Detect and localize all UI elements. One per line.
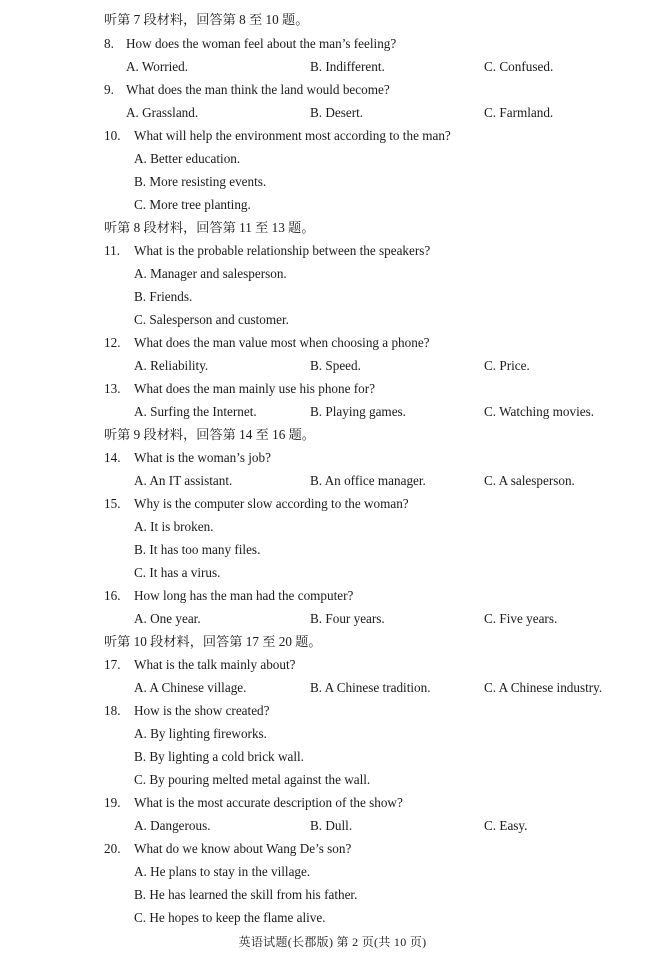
option-20c — [0, 907, 665, 929]
option-b: B. Playing games. — [310, 404, 406, 419]
question-17 — [0, 654, 665, 676]
question-number: 13. — [104, 381, 121, 396]
option-11b — [0, 286, 665, 308]
option-c: C. By pouring melted metal against the wall. — [134, 772, 371, 787]
section-heading-8: 听第 8 段材料，回答第 11 至 13 题。 — [104, 220, 315, 235]
question-text: How long has the man had the computer? — [134, 588, 354, 603]
option-b: B. It has too many files. — [134, 542, 261, 557]
option-c: C. More tree planting. — [134, 197, 251, 212]
option-b: B. Friends. — [134, 289, 193, 304]
option-a: A. Reliability. — [134, 358, 209, 373]
option-20b — [0, 884, 665, 906]
option-c: C. Farmland. — [484, 105, 554, 120]
question-text: What is the woman’s job? — [134, 450, 271, 465]
question-text: What do we know about Wang De’s son? — [134, 841, 352, 856]
option-c: C. It has a virus. — [134, 565, 221, 580]
question-text: What is the most accurate description of the show? — [134, 795, 403, 810]
options-13 — [0, 401, 665, 423]
question-number: 15. — [104, 496, 121, 511]
option-c: C. Confused. — [484, 59, 554, 74]
option-c: C. He hopes to keep the flame alive. — [134, 910, 326, 925]
option-c: C. Salesperson and customer. — [134, 312, 289, 327]
option-b: B. A Chinese tradition. — [310, 680, 431, 695]
page-footer: 英语试题(长郡版) 第 2 页(共 10 页) — [238, 935, 427, 949]
question-19 — [0, 792, 665, 814]
option-b: B. Speed. — [310, 358, 361, 373]
question-text: Why is the computer slow according to the woman? — [134, 496, 409, 511]
options-9 — [0, 102, 665, 124]
option-11a — [0, 263, 665, 285]
question-number: 17. — [104, 657, 121, 672]
question-10 — [0, 125, 665, 147]
option-a: A. An IT assistant. — [134, 473, 233, 488]
question-number: 9. — [104, 82, 114, 97]
options-12 — [0, 355, 665, 377]
option-20a — [0, 861, 665, 883]
question-number: 12. — [104, 335, 121, 350]
option-10b — [0, 171, 665, 193]
question-text: What does the man mainly use his phone for? — [134, 381, 375, 396]
option-b: B. By lighting a cold brick wall. — [134, 749, 304, 764]
option-18a — [0, 723, 665, 745]
options-17 — [0, 677, 665, 699]
option-c: C. A salesperson. — [484, 473, 575, 488]
option-c: C. Easy. — [484, 818, 528, 833]
question-text: What will help the environment most according to the man? — [134, 128, 451, 143]
question-8 — [0, 33, 665, 55]
option-a: A. It is broken. — [134, 519, 214, 534]
option-18b — [0, 746, 665, 768]
option-a: A. Better education. — [134, 151, 241, 166]
option-a: A. By lighting fireworks. — [134, 726, 267, 741]
question-number: 20. — [104, 841, 121, 856]
option-15a — [0, 516, 665, 538]
option-b: B. Four years. — [310, 611, 385, 626]
question-number: 14. — [104, 450, 121, 465]
options-14 — [0, 470, 665, 492]
question-20 — [0, 838, 665, 860]
question-16 — [0, 585, 665, 607]
options-16 — [0, 608, 665, 630]
question-number: 16. — [104, 588, 121, 603]
option-11c — [0, 309, 665, 331]
question-text: What is the probable relationship between the speakers? — [134, 243, 431, 258]
question-number: 11. — [104, 243, 120, 258]
option-a: A. He plans to stay in the village. — [134, 864, 311, 879]
section-heading-9: 听第 9 段材料，回答第 14 至 16 题。 — [104, 427, 315, 442]
question-text: How is the show created? — [134, 703, 270, 718]
option-a: A. Dangerous. — [134, 818, 211, 833]
question-13 — [0, 378, 665, 400]
question-text: How does the woman feel about the man’s feeling? — [126, 36, 397, 51]
question-15 — [0, 493, 665, 515]
question-number: 18. — [104, 703, 121, 718]
option-b: B. An office manager. — [310, 473, 426, 488]
question-9 — [0, 79, 665, 101]
options-19 — [0, 815, 665, 837]
option-c: C. Price. — [484, 358, 530, 373]
option-b: B. Desert. — [310, 105, 364, 120]
question-number: 19. — [104, 795, 121, 810]
option-b: B. Indifferent. — [310, 59, 385, 74]
option-a: A. One year. — [134, 611, 201, 626]
option-a: A. Grassland. — [126, 105, 199, 120]
option-a: A. A Chinese village. — [134, 680, 247, 695]
option-15c — [0, 562, 665, 584]
question-14 — [0, 447, 665, 469]
option-c: C. A Chinese industry. — [484, 680, 603, 695]
question-number: 10. — [104, 128, 121, 143]
question-18 — [0, 700, 665, 722]
option-10c — [0, 194, 665, 216]
question-text: What is the talk mainly about? — [134, 657, 296, 672]
section-heading-7: 听第 7 段材料，回答第 8 至 10 题。 — [104, 12, 309, 27]
question-text: What does the man value most when choosing a phone? — [134, 335, 430, 350]
question-12 — [0, 332, 665, 354]
option-b: B. He has learned the skill from his father. — [134, 887, 358, 902]
option-15b — [0, 539, 665, 561]
options-8 — [0, 56, 665, 78]
option-b: B. Dull. — [310, 818, 353, 833]
option-10a — [0, 148, 665, 170]
option-a: A. Surfing the Internet. — [134, 404, 257, 419]
option-b: B. More resisting events. — [134, 174, 267, 189]
section-heading-10: 听第 10 段材料，回答第 17 至 20 题。 — [104, 634, 322, 649]
question-number: 8. — [104, 36, 114, 51]
question-text: What does the man think the land would become? — [126, 82, 390, 97]
option-c: C. Watching movies. — [484, 404, 595, 419]
option-a: A. Manager and salesperson. — [134, 266, 287, 281]
option-a: A. Worried. — [126, 59, 189, 74]
question-11 — [0, 240, 665, 262]
option-18c — [0, 769, 665, 791]
option-c: C. Five years. — [484, 611, 558, 626]
